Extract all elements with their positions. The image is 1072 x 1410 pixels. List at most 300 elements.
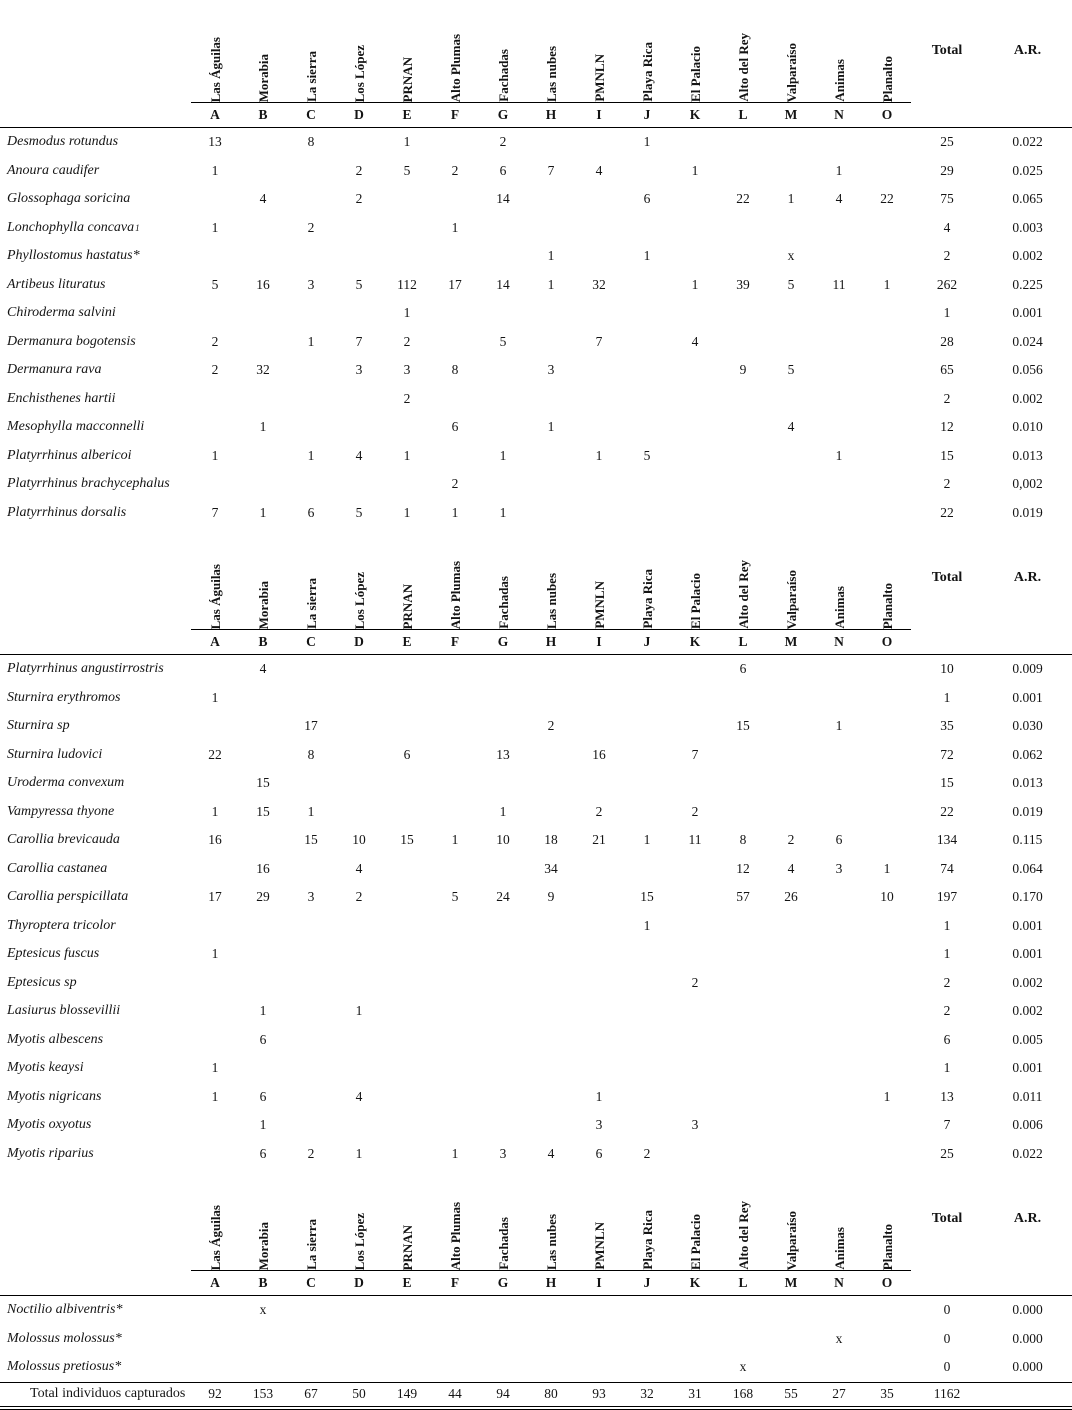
- column-letter: M: [767, 629, 815, 654]
- count-cell: [191, 712, 239, 741]
- count-cell: [383, 769, 431, 798]
- count-cell: 3: [547, 362, 555, 378]
- count-cell: 17: [208, 889, 222, 905]
- table-row: [0, 1353, 1072, 1382]
- site-header: [383, 1168, 431, 1270]
- row-ar: 0.002: [1012, 248, 1043, 264]
- count-cell: [671, 413, 719, 442]
- count-cell: [767, 1054, 815, 1083]
- column-letter: A: [191, 629, 239, 654]
- count-cell: 1: [691, 276, 699, 292]
- count-cell: 6: [739, 661, 747, 677]
- count-cell: [767, 940, 815, 969]
- count-cell: 55: [784, 1386, 798, 1402]
- total-column-header: Total: [931, 43, 963, 58]
- count-cell: [383, 1026, 431, 1055]
- count-cell: [767, 1325, 815, 1354]
- site-name-label: Morabia: [255, 53, 271, 102]
- count-cell: [479, 470, 527, 499]
- table-row: [0, 1054, 1072, 1083]
- count-cell: 6: [499, 162, 507, 178]
- count-cell: 10: [880, 889, 894, 905]
- count-cell: 93: [592, 1386, 606, 1402]
- species-name-text: Myotis keaysi: [7, 1060, 84, 1076]
- species-name: [0, 940, 191, 969]
- count-cell: 16: [208, 832, 222, 848]
- count-cell: [767, 157, 815, 186]
- count-cell: [431, 1054, 479, 1083]
- count-cell: [527, 1026, 575, 1055]
- species-name: [0, 470, 191, 499]
- count-cell: 1: [355, 1145, 363, 1161]
- count-cell: 3: [595, 1117, 603, 1133]
- table-row: [0, 328, 1072, 357]
- count-cell: [719, 1296, 767, 1325]
- count-cell: [767, 1026, 815, 1055]
- count-cell: [671, 684, 719, 713]
- site-name-label: Las nubes: [543, 46, 559, 102]
- count-cell: [767, 684, 815, 713]
- count-cell: 10: [496, 832, 510, 848]
- count-cell: [287, 855, 335, 884]
- count-cell: 14: [496, 276, 510, 292]
- column-letter: O: [863, 1270, 911, 1295]
- site-name-label: Alto Plumas: [447, 560, 463, 629]
- species-name-text: Phyllostomus hastatus*: [7, 248, 140, 264]
- count-cell: 5: [403, 162, 411, 178]
- count-cell: 15: [640, 889, 654, 905]
- count-cell: 94: [496, 1386, 510, 1402]
- species-name-text: Myotis oxyotus: [7, 1117, 92, 1133]
- count-cell: [863, 1353, 911, 1382]
- column-letter: F: [431, 102, 479, 127]
- species-name-text: Platyrrhinus angustirrostris: [7, 661, 164, 677]
- count-cell: [383, 997, 431, 1026]
- count-cell: [431, 1111, 479, 1140]
- count-cell: 2: [643, 1145, 651, 1161]
- site-name-label: Las nubes: [543, 573, 559, 629]
- species-name: [0, 1296, 191, 1325]
- count-cell: [575, 940, 623, 969]
- count-cell: [431, 299, 479, 328]
- site-name-label: Alto del Rey: [735, 33, 751, 102]
- count-cell: 6: [451, 419, 459, 435]
- table-row: [0, 912, 1072, 941]
- row-ar: 0.001: [1012, 305, 1043, 321]
- count-cell: [671, 470, 719, 499]
- site-name-label: Playa Rica: [639, 1210, 655, 1270]
- count-cell: 29: [256, 889, 270, 905]
- table-section: [0, 655, 1072, 1168]
- species-name-text: Carollia perspicillata: [7, 889, 129, 905]
- column-letter: F: [431, 629, 479, 654]
- count-cell: 7: [691, 746, 699, 762]
- count-cell: 2: [355, 162, 363, 178]
- column-letter: L: [719, 1270, 767, 1295]
- count-cell: [479, 940, 527, 969]
- count-cell: [191, 655, 239, 684]
- count-cell: [287, 242, 335, 271]
- count-cell: x: [739, 1359, 747, 1375]
- site-name-label: La sierra: [303, 578, 319, 629]
- corner-cell: [0, 0, 191, 102]
- table-row: [0, 470, 1072, 499]
- count-cell: [527, 442, 575, 471]
- row-ar: 0.005: [1012, 1031, 1043, 1047]
- count-cell: [191, 969, 239, 998]
- count-cell: [575, 499, 623, 528]
- count-cell: 8: [307, 134, 315, 150]
- count-cell: 57: [736, 889, 750, 905]
- count-cell: 32: [640, 1386, 654, 1402]
- count-cell: [383, 470, 431, 499]
- species-name: [0, 1353, 191, 1382]
- count-cell: [623, 1296, 671, 1325]
- count-cell: 1: [451, 1145, 459, 1161]
- count-cell: 92: [208, 1386, 222, 1402]
- count-cell: [479, 356, 527, 385]
- row-total: 7: [943, 1117, 951, 1133]
- count-cell: [287, 769, 335, 798]
- count-cell: [623, 470, 671, 499]
- site-header: [623, 527, 671, 629]
- count-cell: [767, 385, 815, 414]
- count-cell: [239, 940, 287, 969]
- count-cell: [671, 128, 719, 157]
- count-cell: [719, 413, 767, 442]
- count-cell: 7: [595, 333, 603, 349]
- count-cell: [863, 128, 911, 157]
- species-name: [0, 1083, 191, 1112]
- row-ar: 0.115: [1012, 832, 1043, 848]
- count-cell: [287, 655, 335, 684]
- column-letter: J: [623, 102, 671, 127]
- count-cell: [479, 712, 527, 741]
- count-cell: [431, 969, 479, 998]
- row-total: 35: [940, 718, 954, 734]
- count-cell: [767, 1140, 815, 1169]
- table-row: [0, 242, 1072, 271]
- count-cell: 1: [211, 803, 219, 819]
- count-cell: 2: [499, 134, 507, 150]
- count-cell: 8: [451, 362, 459, 378]
- site-name-label: PRNAN: [399, 583, 415, 629]
- count-cell: [815, 741, 863, 770]
- site-header: [671, 0, 719, 102]
- count-cell: 1: [547, 419, 555, 435]
- count-cell: [335, 214, 383, 243]
- table-row: [0, 883, 1072, 912]
- count-cell: [335, 242, 383, 271]
- count-cell: [335, 1353, 383, 1382]
- count-cell: [527, 1083, 575, 1112]
- count-cell: [479, 1111, 527, 1140]
- count-cell: [479, 969, 527, 998]
- count-cell: [863, 655, 911, 684]
- count-cell: 44: [448, 1386, 462, 1402]
- row-ar: 0.056: [1012, 362, 1043, 378]
- species-name-text: Dermanura rava: [7, 362, 102, 378]
- count-cell: 16: [256, 276, 270, 292]
- count-cell: 1: [259, 1003, 267, 1019]
- site-header: [815, 1168, 863, 1270]
- count-cell: 3: [499, 1145, 507, 1161]
- count-cell: [383, 1054, 431, 1083]
- count-cell: [863, 385, 911, 414]
- site-header: [527, 1168, 575, 1270]
- species-name-text: Anoura caudifer: [7, 162, 100, 178]
- letters-total-spacer: [911, 1270, 983, 1295]
- column-letter: N: [815, 1270, 863, 1295]
- count-cell: [671, 1083, 719, 1112]
- site-header: [383, 0, 431, 102]
- count-cell: [863, 214, 911, 243]
- row-total: 2: [943, 248, 951, 264]
- species-name: [0, 741, 191, 770]
- species-name-text: Desmodus rotundus: [7, 134, 119, 150]
- count-cell: 15: [256, 775, 270, 791]
- count-cell: 16: [592, 746, 606, 762]
- count-cell: [815, 684, 863, 713]
- count-cell: [335, 385, 383, 414]
- row-total: 75: [940, 191, 954, 207]
- count-cell: [527, 128, 575, 157]
- count-cell: 149: [396, 1386, 418, 1402]
- count-cell: [767, 712, 815, 741]
- count-cell: [815, 912, 863, 941]
- site-name-label: Planalto: [879, 1223, 895, 1270]
- count-cell: 4: [355, 860, 363, 876]
- count-cell: [719, 912, 767, 941]
- count-cell: [287, 684, 335, 713]
- count-cell: [431, 1083, 479, 1112]
- count-cell: [383, 940, 431, 969]
- count-cell: [335, 470, 383, 499]
- count-cell: 31: [688, 1386, 702, 1402]
- site-name-label: Las Águilas: [207, 36, 223, 102]
- count-cell: [287, 912, 335, 941]
- species-name-text: Lonchophylla concava: [7, 219, 135, 235]
- species-name-text: Thyroptera tricolor: [7, 917, 116, 933]
- table-row: [0, 185, 1072, 214]
- count-cell: [383, 1140, 431, 1169]
- count-cell: [815, 1353, 863, 1382]
- total-column-header: Total: [931, 570, 963, 585]
- count-cell: [479, 912, 527, 941]
- table-row: [0, 769, 1072, 798]
- count-cell: [671, 1026, 719, 1055]
- column-letter: G: [479, 1270, 527, 1295]
- site-header: [239, 527, 287, 629]
- count-cell: [431, 655, 479, 684]
- species-name: [0, 997, 191, 1026]
- count-cell: [863, 1325, 911, 1354]
- count-cell: 1: [835, 447, 843, 463]
- count-cell: 1: [883, 860, 891, 876]
- species-name-text: Molossus pretiosus*: [7, 1359, 122, 1375]
- count-cell: 2: [403, 390, 411, 406]
- count-cell: [479, 413, 527, 442]
- count-cell: [431, 997, 479, 1026]
- count-cell: 15: [256, 803, 270, 819]
- count-cell: 153: [252, 1386, 274, 1402]
- row-ar: 0.225: [1012, 276, 1043, 292]
- ar-column-header: A.R.: [1013, 43, 1042, 58]
- count-cell: [767, 1296, 815, 1325]
- count-cell: [527, 499, 575, 528]
- count-cell: [575, 1296, 623, 1325]
- count-cell: [527, 684, 575, 713]
- count-cell: [431, 128, 479, 157]
- count-cell: [863, 1026, 911, 1055]
- table-row: [0, 741, 1072, 770]
- count-cell: [719, 128, 767, 157]
- table-section: [0, 1296, 1072, 1410]
- count-cell: [719, 1140, 767, 1169]
- count-cell: [191, 769, 239, 798]
- count-cell: [431, 185, 479, 214]
- count-cell: [335, 1296, 383, 1325]
- count-cell: [671, 1140, 719, 1169]
- count-cell: [431, 1026, 479, 1055]
- count-cell: 4: [259, 191, 267, 207]
- count-cell: [383, 655, 431, 684]
- count-cell: [767, 912, 815, 941]
- table-row: [0, 1296, 1072, 1325]
- species-name-text: Dermanura bogotensis: [7, 333, 136, 349]
- species-name-text: Platyrrhinus dorsalis: [7, 504, 127, 520]
- count-cell: 1: [499, 447, 507, 463]
- species-name: [0, 769, 191, 798]
- count-cell: 1: [547, 248, 555, 264]
- count-cell: 3: [355, 362, 363, 378]
- count-cell: 32: [256, 362, 270, 378]
- site-name-label: Animas: [831, 59, 847, 102]
- count-cell: 4: [355, 447, 363, 463]
- count-cell: [671, 1353, 719, 1382]
- count-cell: 5: [211, 276, 219, 292]
- site-header: [719, 0, 767, 102]
- count-cell: [239, 826, 287, 855]
- count-cell: [575, 385, 623, 414]
- column-letter: G: [479, 102, 527, 127]
- count-cell: 4: [259, 661, 267, 677]
- count-cell: 2: [355, 191, 363, 207]
- count-cell: [863, 356, 911, 385]
- count-cell: [335, 655, 383, 684]
- row-ar: 0.064: [1012, 860, 1043, 876]
- count-cell: 1: [499, 803, 507, 819]
- count-cell: [815, 1083, 863, 1112]
- count-cell: 6: [259, 1145, 267, 1161]
- count-cell: 1: [451, 832, 459, 848]
- count-cell: 12: [736, 860, 750, 876]
- site-header: [479, 527, 527, 629]
- column-letters-row: [0, 102, 1072, 128]
- count-cell: [383, 1296, 431, 1325]
- site-name-label: Morabia: [255, 1221, 271, 1270]
- row-total: 0: [943, 1302, 951, 1318]
- site-header: [815, 0, 863, 102]
- letters-ar-spacer: [983, 102, 1072, 127]
- species-name-text: Sturnira erythromos: [7, 689, 121, 705]
- count-cell: 9: [739, 362, 747, 378]
- count-cell: 15: [736, 718, 750, 734]
- count-cell: [671, 769, 719, 798]
- count-cell: [527, 328, 575, 357]
- count-cell: [335, 940, 383, 969]
- count-cell: 21: [592, 832, 606, 848]
- count-cell: 5: [787, 362, 795, 378]
- count-cell: [815, 655, 863, 684]
- count-cell: [479, 855, 527, 884]
- row-total: 1: [943, 917, 951, 933]
- count-cell: [479, 997, 527, 1026]
- count-cell: 22: [208, 746, 222, 762]
- site-header: [575, 527, 623, 629]
- count-cell: 1: [307, 447, 315, 463]
- site-name-label: PMNLN: [591, 581, 607, 629]
- site-header: [623, 1168, 671, 1270]
- count-cell: 1: [787, 191, 795, 207]
- letters-total-spacer: [911, 629, 983, 654]
- count-cell: [287, 997, 335, 1026]
- count-cell: 4: [595, 162, 603, 178]
- count-cell: [239, 299, 287, 328]
- column-letter: E: [383, 629, 431, 654]
- count-cell: 18: [544, 832, 558, 848]
- count-cell: [287, 1325, 335, 1354]
- row-total: 1: [943, 946, 951, 962]
- site-name-label: Alto Plumas: [447, 33, 463, 102]
- count-cell: [191, 1026, 239, 1055]
- count-cell: 1: [403, 447, 411, 463]
- count-cell: 1: [355, 1003, 363, 1019]
- count-cell: [527, 769, 575, 798]
- site-names-row: [0, 1168, 1072, 1270]
- count-cell: [191, 1353, 239, 1382]
- species-name: [0, 328, 191, 357]
- site-header: [767, 1168, 815, 1270]
- count-cell: 13: [208, 134, 222, 150]
- count-cell: 4: [835, 191, 843, 207]
- count-cell: [623, 214, 671, 243]
- count-cell: [287, 1353, 335, 1382]
- site-header: [191, 527, 239, 629]
- count-cell: [383, 883, 431, 912]
- site-name-label: Los López: [351, 1212, 367, 1270]
- count-cell: [527, 470, 575, 499]
- row-ar: 0.003: [1012, 219, 1043, 235]
- count-cell: [815, 385, 863, 414]
- count-cell: [671, 712, 719, 741]
- count-cell: [239, 684, 287, 713]
- count-cell: [719, 1026, 767, 1055]
- count-cell: [335, 741, 383, 770]
- site-name-label: Alto del Rey: [735, 1201, 751, 1270]
- count-cell: 1: [451, 504, 459, 520]
- site-name-label: La sierra: [303, 1219, 319, 1270]
- count-cell: [239, 969, 287, 998]
- count-cell: [287, 356, 335, 385]
- column-letter: I: [575, 1270, 623, 1295]
- count-cell: 1: [883, 276, 891, 292]
- row-total: 134: [936, 832, 958, 848]
- row-total: 65: [940, 362, 954, 378]
- count-cell: [815, 299, 863, 328]
- count-cell: [527, 1054, 575, 1083]
- count-cell: [671, 883, 719, 912]
